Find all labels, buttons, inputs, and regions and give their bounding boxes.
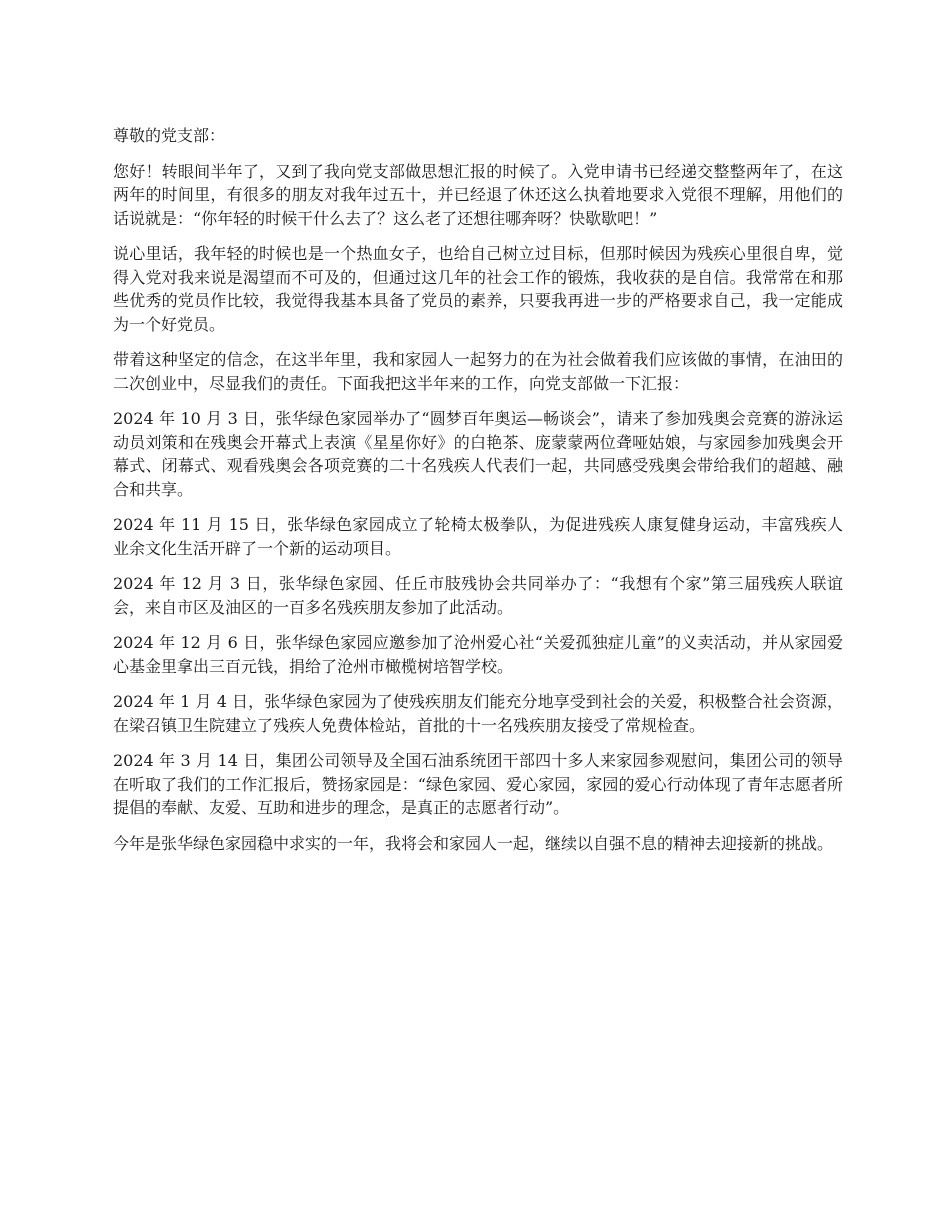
greeting: 尊敬的党支部： [113,126,226,145]
paragraph-event-oct-3: 2024 年 10 月 3 日，张华绿色家园举办了“圆梦百年奥运—畅谈会”，请来了参加残奥会竞赛的游泳运动员刘策和在残奥会开幕式上表演《星星你好》的白艳茶、庞蒙蒙两位聋哑姑娘，与家园参加残奥会开幕式、闭幕式、观看残奥会各项竞赛的二十名残疾人代表们一起，共同感受残奥会带给我们的超越、融合和共享。 [113,409,843,499]
paragraph-event-dec-3: 2024 年 12 月 3 日，张华绿色家园、任丘市肢残协会共同举办了：“我想有个家”第三届残疾人联谊会，来自市区及油区的一百多名残疾朋友参加了此活动。 [113,574,843,617]
paragraph-closing: 今年是张华绿色家园稳中求实的一年，我将会和家园人一起，继续以自强不息的精神去迎接新的挑战。 [113,833,834,853]
paragraph-event-mar-14: 2024 年 3 月 14 日，集团公司领导及全国石油系统团干部四十多人来家园参观慰问，集团公司的领导在听取了我们的工作汇报后，赞扬家园是：“绿色家园、爱心家园，家园的爱心行动体现了青年志愿者所提倡的奉献、友爱、互助和进步的理念，是真正的志愿者行动”。 [113,751,843,817]
paragraph-transition: 带着这种坚定的信念，在这半年里，我和家园人一起努力的在为社会做着我们应该做的事情，在油田的二次创业中，尽显我们的责任。下面我把这半年来的工作，向党支部做一下汇报： [113,350,843,393]
paragraph-event-jan-4: 2024 年 1 月 4 日，张华绿色家园为了使残疾朋友们能充分地享受到社会的关爱，积极整合社会资源，在梁召镇卫生院建立了残疾人免费体检站，首批的十一名残疾朋友接受了常规检查。 [113,692,843,735]
paragraph-event-dec-6: 2024 年 12 月 6 日，张华绿色家园应邀参加了沧州爱心社“关爱孤独症儿童”的义卖活动，并从家园爱心基金里拿出三百元钱，捐给了沧州市橄榄树培智学校。 [113,633,843,676]
document-body [113,124,843,867]
paragraph-reflection: 说心里话，我年轻的时候也是一个热血女子，也给自己树立过目标，但那时候因为残疾心里很自卑，觉得入党对我来说是渴望而不可及的，但通过这几年的社会工作的锻炼，我收获的是自信。我常常在和那些优秀的党员作比较，我觉得我基本具备了党员的素养，只要我再进一步的严格要求自己，我一定能成为一个好党员。 [113,244,843,334]
paragraph-intro: 您好！转眼间半年了，又到了我向党支部做思想汇报的时候了。入党申请书已经递交整整两年了，在这两年的时间里，有很多的朋友对我年过五十，并已经退了休还这么执着地要求入党很不理解，用他们的话说就是：“你年轻的时候干什么去了？这么老了还想往哪奔呀？快歇歇吧！” [113,161,843,228]
paragraph-event-nov-15: 2024 年 11 月 15 日，张华绿色家园成立了轮椅太极拳队，为促进残疾人康复健身运动，丰富残疾人业余文化生活开辟了一个新的运动项目。 [113,515,843,558]
